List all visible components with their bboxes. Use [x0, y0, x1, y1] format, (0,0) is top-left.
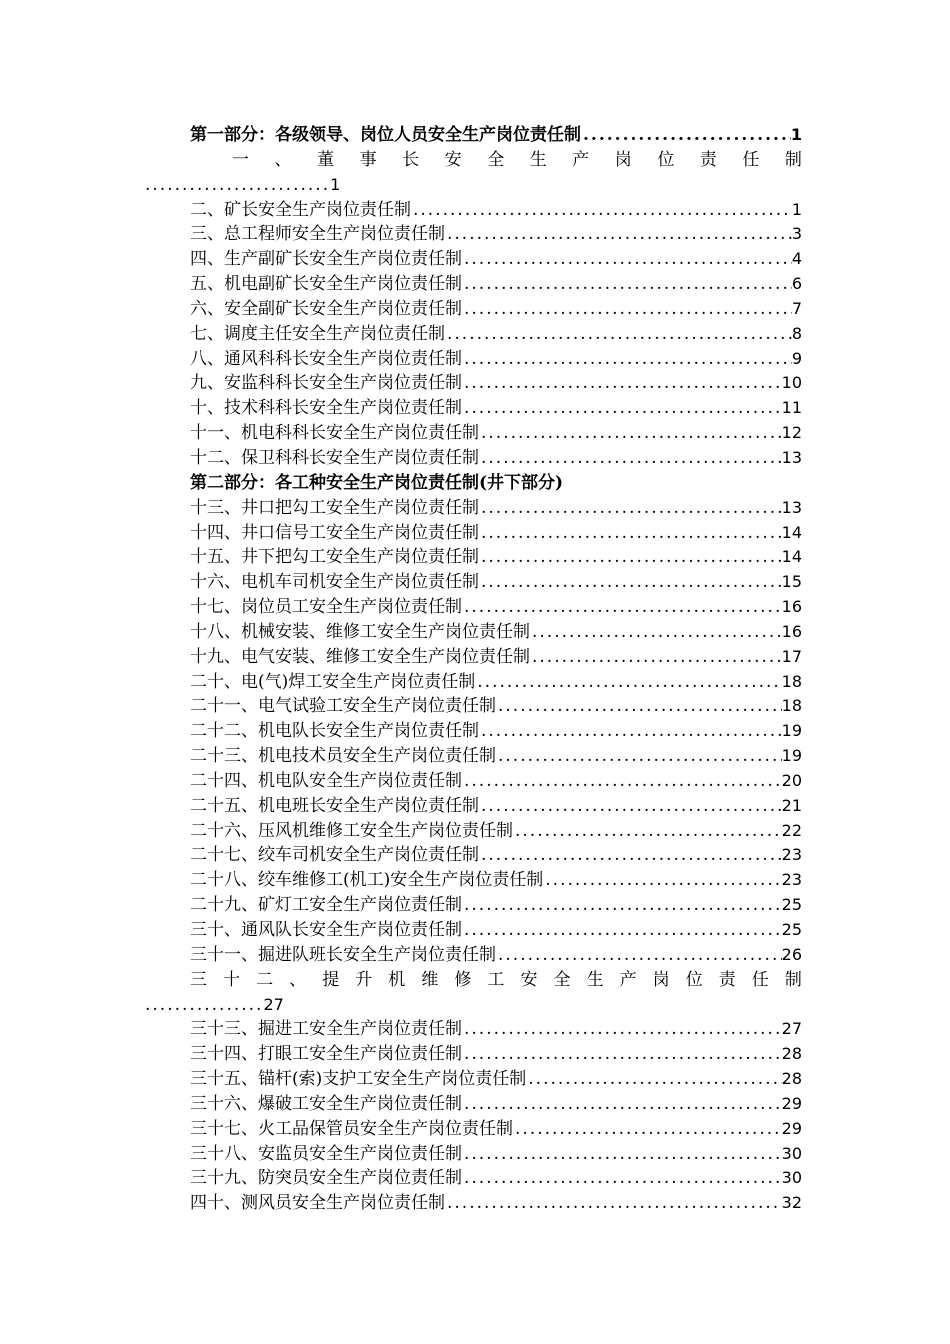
toc-entry[interactable]: [190, 943, 802, 968]
toc-page-number: 16: [781, 597, 802, 617]
toc-entry-title: 一 、 董 事 长 安 全 生 产 岗 位 责 任 制: [232, 149, 802, 170]
toc-entry[interactable]: [190, 694, 802, 719]
toc-leader-dots: [479, 545, 782, 570]
toc-entry[interactable]: [190, 322, 802, 347]
toc-leader-dots: [479, 794, 782, 819]
toc-entry[interactable]: [190, 1017, 802, 1042]
toc-leader-dots: [411, 198, 792, 223]
table-of-contents: [145, 123, 802, 1216]
toc-entry[interactable]: [190, 645, 802, 670]
toc-entry[interactable]: [190, 272, 802, 297]
toc-entry[interactable]: [190, 719, 802, 744]
toc-leader-dots: .........................: [145, 174, 331, 195]
toc-entry[interactable]: [190, 620, 802, 645]
toc-page-number: 19: [781, 746, 802, 766]
toc-entry-title: 四十、测风员安全生产岗位责任制: [190, 1193, 445, 1214]
toc-entry[interactable]: [190, 421, 802, 446]
toc-leader-dots: [479, 496, 782, 521]
toc-page-number: 22: [781, 820, 802, 840]
toc-entry[interactable]: [190, 744, 802, 769]
toc-leader-dots: [462, 297, 792, 322]
toc-entry-title: 六、安全副矿长安全生产岗位责任制: [190, 298, 462, 319]
toc-leader-dots: [496, 694, 782, 719]
toc-entry-title: 十六、电机车司机安全生产岗位责任制: [190, 572, 479, 593]
toc-leader-dots: [462, 272, 792, 297]
toc-entry[interactable]: [190, 794, 802, 819]
toc-entry-title: 十九、电气安装、维修工安全生产岗位责任制: [190, 646, 530, 667]
toc-entry[interactable]: [190, 545, 802, 570]
toc-leader-dots: ................: [145, 994, 264, 1015]
toc-leader-dots: [445, 222, 792, 247]
toc-page-number: 25: [781, 920, 802, 939]
toc-leader-dots: [530, 620, 782, 645]
toc-entry-title: 九、安监科科长安全生产岗位责任制: [190, 373, 462, 394]
toc-entry-title: 三十七、火工品保管员安全生产岗位责任制: [190, 1118, 513, 1139]
toc-entry-title: 三、总工程师安全生产岗位责任制: [190, 224, 445, 245]
toc-entry[interactable]: [190, 893, 802, 918]
toc-entry[interactable]: [190, 496, 802, 521]
toc-entry[interactable]: [190, 521, 802, 546]
toc-page-number: 7: [791, 298, 802, 318]
toc-page-number: 28: [781, 1069, 802, 1089]
toc-leader-dots: [543, 868, 781, 893]
toc-leader-dots: [479, 719, 782, 744]
toc-entry-title: 第二部分：各工种安全生产岗位责任制(井下部分): [190, 472, 564, 493]
toc-entry-title: 十五、井下把勾工安全生产岗位责任制: [190, 547, 479, 568]
toc-leader-dots: [462, 893, 782, 918]
toc-entry[interactable]: [190, 595, 802, 620]
toc-page-number: 28: [781, 1044, 802, 1064]
toc-leader-dots: [496, 744, 782, 769]
toc-page-number: 23: [781, 870, 802, 890]
toc-page-number: 6: [791, 274, 802, 294]
toc-page-number: 1: [330, 174, 341, 194]
toc-entry-title: 二十五、机电班长安全生产岗位责任制: [190, 795, 479, 816]
toc-leader-dots: [479, 521, 782, 546]
toc-entry[interactable]: [190, 1092, 802, 1117]
toc-section-heading[interactable]: [190, 471, 802, 496]
toc-page-number: 10: [781, 373, 802, 393]
toc-entry-title: 五、机电副矿长安全生产岗位责任制: [190, 274, 462, 295]
toc-entry-title: 二十九、矿灯工安全生产岗位责任制: [190, 895, 462, 916]
toc-leader-dots: [475, 670, 781, 695]
toc-entry-title: 二、矿长安全生产岗位责任制: [190, 199, 411, 220]
toc-page-number: 4: [791, 249, 802, 269]
toc-page-number: 18: [781, 671, 802, 691]
toc-page-number: 30: [781, 1168, 802, 1188]
toc-entry-title: 二十二、机电队长安全生产岗位责任制: [190, 721, 479, 742]
toc-entry-title: 三十、通风队长安全生产岗位责任制: [190, 920, 462, 940]
toc-entry-title: 二十、电(气)焊工安全生产岗位责任制: [190, 671, 476, 692]
toc-section-heading[interactable]: [190, 123, 802, 148]
toc-entry-title: 三 十 二 、 提 升 机 维 修 工 安 全 生 产 岗 位 责 任 制: [190, 969, 802, 990]
toc-entry[interactable]: [190, 222, 802, 247]
toc-page-number: 1: [791, 199, 802, 219]
toc-entry-title: 十八、机械安装、维修工安全生产岗位责任制: [190, 621, 530, 642]
toc-entry-title: 八、通风科科长安全生产岗位责任制: [190, 348, 462, 369]
toc-leader-dots: [462, 595, 782, 620]
toc-page-number: 15: [781, 572, 802, 592]
toc-page-number: 23: [781, 845, 802, 865]
toc-leader-dots: [496, 943, 782, 968]
toc-entry[interactable]: [145, 148, 802, 198]
toc-entry-title: 三十五、锚杆(索)支护工安全生产岗位责任制: [190, 1069, 527, 1090]
toc-leader-dots: [462, 1017, 782, 1042]
toc-leader-dots: [462, 1092, 782, 1117]
toc-entry[interactable]: [190, 819, 802, 844]
toc-leader-dots: [513, 819, 782, 844]
toc-leader-dots: [581, 123, 791, 148]
toc-entry-title: 七、调度主任安全生产岗位责任制: [190, 323, 445, 344]
toc-entry-title: 三十六、爆破工安全生产岗位责任制: [190, 1093, 462, 1114]
toc-page-number: 29: [781, 1093, 802, 1113]
toc-entry-title: 十二、保卫科科长安全生产岗位责任制: [190, 447, 479, 468]
toc-leader-dots: [462, 247, 792, 272]
toc-entry-title: 十三、井口把勾工安全生产岗位责任制: [190, 497, 479, 518]
toc-page-number: 8: [791, 323, 802, 343]
toc-page-number: 27: [263, 994, 284, 1014]
toc-entry-title: 二十四、机电队安全生产岗位责任制: [190, 770, 462, 791]
toc-entry[interactable]: [190, 1042, 802, 1067]
toc-entry-title: 三十三、掘进工安全生产岗位责任制: [190, 1019, 462, 1040]
toc-entry-title: 二十六、压风机维修工安全生产岗位责任制: [190, 820, 513, 841]
toc-entry-title: 第一部分：各级领导、岗位人员安全生产岗位责任制: [190, 125, 581, 145]
toc-leader-dots: [462, 918, 782, 943]
toc-page-number: 11: [781, 398, 802, 418]
toc-entry-title: 三十四、打眼工安全生产岗位责任制: [190, 1044, 462, 1065]
toc-page-number: 19: [781, 721, 802, 741]
toc-entry-title: 二十三、机电技术员安全生产岗位责任制: [190, 746, 496, 767]
toc-page-number: 14: [781, 522, 802, 542]
toc-page-number: 9: [791, 348, 802, 368]
toc-entry-title: 二十七、绞车司机安全生产岗位责任制: [190, 845, 479, 866]
toc-entry-title: 四、生产副矿长安全生产岗位责任制: [190, 249, 462, 270]
toc-leader-dots: [479, 421, 782, 446]
toc-entry-title: 十七、岗位员工安全生产岗位责任制: [190, 597, 462, 618]
toc-leader-dots: [530, 645, 782, 670]
toc-page-number: 13: [781, 497, 802, 517]
toc-entry-title: 三十九、防突员安全生产岗位责任制: [190, 1168, 462, 1189]
toc-page-number: 13: [781, 447, 802, 467]
toc-entry-title: 十一、机电科科长安全生产岗位责任制: [190, 423, 479, 444]
toc-entry[interactable]: [145, 968, 802, 1018]
toc-leader-dots: [445, 1191, 782, 1216]
toc-entry[interactable]: [190, 1191, 802, 1216]
toc-leader-dots: [526, 1067, 781, 1092]
toc-entry[interactable]: [190, 396, 802, 421]
toc-page-number: 21: [781, 795, 802, 815]
toc-leader-dots: [462, 1042, 782, 1067]
toc-page-number: 32: [781, 1193, 802, 1213]
toc-leader-dots: [462, 769, 782, 794]
toc-entry[interactable]: [190, 1067, 802, 1092]
toc-entry-title: 十四、井口信号工安全生产岗位责任制: [190, 522, 479, 543]
toc-page-number: 17: [781, 646, 802, 666]
toc-entry[interactable]: [190, 247, 802, 272]
toc-entry-title: 二十八、绞车维修工(机工)安全生产岗位责任制: [190, 870, 544, 891]
toc-entry[interactable]: [190, 297, 802, 322]
toc-page-number: 30: [781, 1143, 802, 1163]
toc-entry[interactable]: [190, 1117, 802, 1142]
toc-entry[interactable]: [190, 347, 802, 372]
toc-page-number: 20: [781, 770, 802, 790]
toc-page-number: 1: [790, 125, 802, 144]
toc-leader-dots: [479, 843, 782, 868]
toc-page-number: 12: [781, 423, 802, 443]
toc-leader-dots: [462, 1142, 782, 1167]
toc-leader-dots: [513, 1117, 782, 1142]
toc-entry-title: 十、技术科科长安全生产岗位责任制: [190, 398, 462, 419]
toc-entry-title: 三十一、掘进队班长安全生产岗位责任制: [190, 944, 496, 965]
toc-leader-dots: [462, 371, 782, 396]
toc-page-number: 25: [781, 895, 802, 915]
toc-entry[interactable]: [190, 868, 802, 893]
toc-leader-dots: [462, 347, 792, 372]
toc-entry[interactable]: [190, 769, 802, 794]
toc-entry[interactable]: [190, 1166, 802, 1191]
toc-entry[interactable]: [190, 371, 802, 396]
toc-page-number: 27: [781, 1019, 802, 1039]
toc-entry[interactable]: [190, 1142, 802, 1167]
toc-page-number: 16: [781, 621, 802, 641]
toc-leader-dots: [445, 322, 792, 347]
toc-entry[interactable]: [190, 446, 802, 471]
toc-page-number: 3: [791, 224, 802, 244]
toc-entry[interactable]: [190, 198, 802, 223]
toc-page-number: 18: [781, 696, 802, 716]
toc-entry[interactable]: [190, 670, 802, 695]
toc-entry-title: 二十一、电气试验工安全生产岗位责任制: [190, 696, 496, 717]
toc-entry[interactable]: [190, 843, 802, 868]
toc-leader-dots: [479, 446, 782, 471]
toc-leader-dots: [462, 396, 782, 421]
toc-leader-dots: [462, 1166, 782, 1191]
toc-page-number: 14: [781, 547, 802, 567]
toc-entry[interactable]: [190, 918, 802, 943]
toc-leader-dots: [479, 570, 782, 595]
toc-page-number: 29: [781, 1118, 802, 1138]
toc-entry[interactable]: [190, 570, 802, 595]
toc-page-number: 26: [781, 944, 802, 964]
toc-entry-title: 三十八、安监员安全生产岗位责任制: [190, 1143, 462, 1164]
